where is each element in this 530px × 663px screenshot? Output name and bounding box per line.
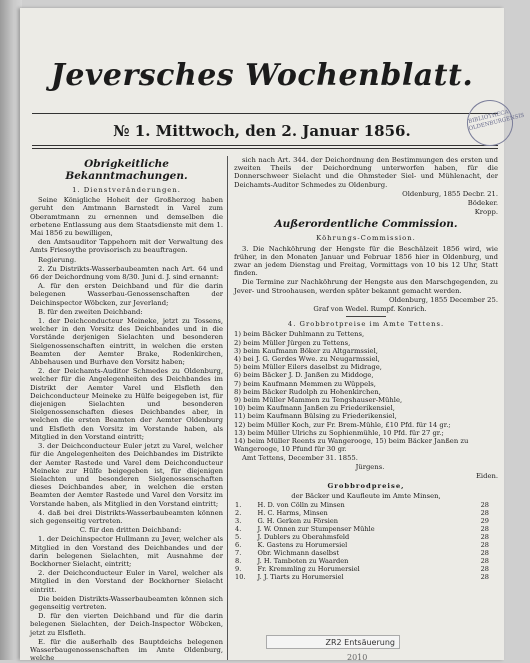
section-heading: 4. Grobbrotpreise im Amte Tettens. — [287, 320, 445, 329]
masthead-title: Jeversches Wochenblatt. — [50, 58, 474, 93]
masthead-rule-bottom-2 — [32, 148, 498, 149]
table-cell-name: Obr. Wichmann daselbst — [257, 548, 340, 557]
newspaper-page — [20, 8, 526, 663]
signature: Bödeker. — [467, 199, 498, 208]
table-row — [234, 533, 490, 541]
paragraph: Die Termine zur Nachköhrung der Hengste aus den Marschgegenden, zu Jever- und Stroohausen, werden später bekannt gemacht werden. — [234, 278, 498, 295]
dateline: Oldenburg, 1855 Decbr. 21. — [402, 189, 498, 198]
table-cell-n: 1. — [235, 500, 242, 509]
library-stamp: BIBLIOTHECA OLDENBURGENSIS — [462, 95, 518, 151]
signature: Jürgens. — [355, 462, 385, 471]
table-cell-name: H. C. Harms, Minsen — [257, 508, 328, 517]
paragraph: 2. der Deichamts-Auditor Schmedes zu Oldenburg, welcher für die Angelegenheiten des Deichbandes im Distrikt der Aemter Varel und Elsfleth den Deichconducteur Meineke zu Hülfe beigegeben ist, für diejenigen Sielachten und besonderen Sielgenossenschaften dieses Deichbandes aber, in welchen die ersten Beamten der Aemter Oldenburg und Elsfleth den Vorsitz im Vorstande haben, als Mitglied in den Vorstand eintritt; — [30, 367, 223, 441]
list-item: 11) beim Kaufmann Bülsing zu Friederikensiel, — [234, 412, 397, 421]
list-item: 6) beim Bäcker J. D. Janßen zu Middoge, — [234, 371, 374, 380]
paragraph: Die beiden Distrikts-Wasserbaubeamten können sich gegenseitig vertreten. — [30, 594, 223, 611]
table-row — [234, 525, 490, 533]
table-cell-n: 7. — [235, 548, 242, 557]
list-item: 9) beim Müller Mammen zu Tengshauser-Mühle, — [234, 396, 403, 405]
table-cell-price: 28 — [480, 564, 489, 573]
list-item: 2) beim Müller Jürgen zu Tettens, — [234, 338, 351, 347]
table-cell-name: H. D. von Cölln zu Minsen — [257, 500, 345, 509]
table-cell-n: 9. — [235, 564, 242, 573]
conservation-label: ZR2 Entsäuerung — [266, 635, 400, 649]
paragraph: 3. Die Nachköhrung der Hengste für die Beschälzeit 1856 wird, wie früher, in den Monaten Januar und Februar 1856 hier in Oldenburg, und zwar an jedem Dienstag und Freitag, Vormittags von 10 bis 12 Uhr, Statt finden. — [234, 244, 498, 278]
paragraph: 2. der Deichconducteur Euler in Varel, welcher als Mitglied in den Vorstand der Bockhorner Sielacht eintritt. — [30, 569, 223, 594]
table-row — [234, 573, 490, 581]
column-divider — [227, 156, 228, 660]
page-number: 2010 — [347, 653, 368, 662]
table-cell-price: 28 — [480, 548, 489, 557]
paragraph: 1. der Deichinspector Hullmann zu Jever, welcher als Mitglied in den Vorstand des Deichbandes und der darin belegenen Sielachten, mit Ausnahme der Bockhorner Sielacht, eintritt; — [30, 535, 223, 568]
column-label: Eiden. — [475, 471, 498, 480]
right-column — [234, 156, 498, 581]
signature: Regierung. — [38, 255, 77, 264]
table-cell-price: 28 — [480, 524, 489, 533]
list-item: 12) beim Müller Koch, zur Fr. Brem-Mühle, £10 Pfd. für 14 gr.; — [234, 420, 451, 429]
dateline: Amt Tettens, December 31. 1855. — [242, 453, 358, 462]
list-item: 14) beim Müller Reents zu Wangerooge, 15) beim Bäcker Janßen zu Wangerooge, 10 Pfund für 30 gr. — [234, 437, 469, 454]
table-row — [234, 549, 490, 557]
table-cell-name: Fr. Kremmling zu Horumersiel — [257, 564, 360, 573]
list-item: 13) beim Müller Ulrichs zu Sophienmühle, 10 Pfd. für 27 gr.; — [234, 428, 444, 437]
list-item: 1) beim Bäcker Duhlmann zu Tettens, — [234, 330, 365, 339]
section-heading: Grobbrodpreise, — [327, 482, 405, 491]
table-cell-name: J. W. Onnen zur Stumpenser Mühle — [257, 524, 375, 533]
section-subheading: Köhrungs-Commission. — [316, 234, 416, 243]
table-cell-price: 28 — [480, 532, 489, 541]
paragraph: C. für den dritten Deichband: — [79, 526, 182, 535]
paragraph: Seine Königliche Hoheit der Großherzog haben geruht den Amtmann Barnstedt in Varel zum Oberamtmann zu ernennen und demselben die erbetene Entlassung aus dem Staatsdienste mit dem 1. Mai 1856 zu bewilligen, — [30, 196, 223, 238]
bakers-list-tettens — [234, 330, 498, 453]
list-item: 7) beim Kaufmann Memmen zu Wüppels, — [234, 379, 376, 388]
table-cell-n: 2. — [235, 508, 242, 517]
table-cell-price: 28 — [480, 556, 489, 565]
table-row — [234, 517, 490, 525]
paragraph: A. für den ersten Deichband und für die darin belegenen Wasserbau-Genossenschaften der Deichinspector Wöbcken, zur Jeverland; — [30, 282, 223, 307]
masthead-rule-bottom — [32, 145, 498, 146]
list-item: 5) beim Müller Eilers daselbst zu Midrage, — [234, 363, 382, 372]
table-row — [234, 509, 490, 517]
divider — [346, 316, 386, 317]
list-item: 8) beim Bäcker Rudolph zu Hohenkirchen, — [234, 387, 381, 396]
price-table-minsen — [234, 501, 490, 581]
issue-line: № 1. Mittwoch, den 2. Januar 1856. — [113, 122, 411, 140]
left-column — [30, 156, 223, 663]
table-cell-price: 28 — [480, 572, 489, 581]
section-heading: 1. Dienstveränderungen. — [72, 186, 181, 194]
table-row — [234, 501, 490, 509]
paragraph: den Amtsauditor Tappehorn mit der Verwaltung des Amts Friesoythe provisorisch zu beauftragen. — [30, 238, 223, 255]
table-cell-price: 28 — [480, 500, 489, 509]
book-spine — [0, 0, 22, 660]
table-row — [234, 541, 490, 549]
paragraph: 3. der Deichconducteur Euler jetzt zu Varel, welcher für die Angelegenheiten des Deichbandes im Distrikte der Aemter Rastede und Varel dem Deichconducteur Meineke zur Hülfe beigegeben ist, für diejenigen Sielachten und besonderen Sielgenossenschaften dieses Deichbandes aber, in welchen die ersten Beamten der Aemter Rastede und Varel den Vorsitz im Vorstande haben, als Mitglied in den Vorstand eintritt; — [30, 442, 223, 508]
right-column-title: Außerordentliche Commission. — [274, 218, 458, 231]
section-subheading: der Bäcker und Kaufleute im Amte Minsen, — [291, 492, 441, 501]
list-item: 10) beim Kaufmann Janßen zu Friederikensiel, — [234, 404, 395, 413]
table-row — [234, 557, 490, 565]
table-cell-name: J. H. Tamboten zu Waarden — [257, 556, 349, 565]
paragraph: B. für den zweiten Deichband: — [38, 307, 143, 316]
table-cell-name: G. H. Gerken zu Försien — [257, 516, 339, 525]
signature: Kropp. — [474, 208, 498, 217]
table-cell-n: 8. — [235, 556, 242, 565]
table-cell-n: 3. — [235, 516, 242, 525]
paragraph: E. für die außerhalb des Bauptdeichs belegenen Wasserbaugenossenschaften im Amte Oldenburg, welche — [30, 637, 223, 663]
paragraph: D. für den vierten Deichband und für die darin belegenen Sielachten, der Deich-Inspector Wöbcken, jetzt zu Elsfleth. — [30, 612, 223, 637]
list-item: 3) beim Kaufmann Böker zu Altgarmssiel, — [234, 346, 378, 355]
dateline: Oldenburg, 1855 December 25. — [389, 295, 498, 304]
masthead-rule-top — [32, 113, 498, 114]
table-cell-n: 10. — [235, 572, 246, 581]
signature: Graf von Wedel. Rumpf. Konrich. — [313, 305, 427, 314]
table-cell-name: K. Gastens zu Horumersiel — [257, 540, 348, 549]
table-cell-price: 28 — [480, 540, 489, 549]
paragraph: 1. der Deichconducteur Meineke, jetzt zu Tossens, welcher in den Vorsitz des Deichbandes und in die Vorstände derjenigen Sielachten und besonderen Sielgenossenschaften eintritt, in welchen die ersten Beamten der Aemter Brake, Rodenkirchen, Abbehausen und Burhave den Vorsitz haben; — [30, 317, 223, 367]
list-item: 4) bei J. G. Gerdes Wwe. zu Neugarmssiel, — [234, 355, 380, 364]
left-column-title: Obrigkeitliche Bekanntmachungen. — [65, 158, 188, 182]
table-cell-price: 29 — [480, 516, 489, 525]
table-cell-n: 4. — [235, 524, 242, 533]
table-cell-n: 5. — [235, 532, 242, 541]
table-cell-price: 28 — [480, 508, 489, 517]
paragraph: sich nach Art. 344. der Deichordnung den Bestimmungen des ersten und zweiten Theils der Deichordnung unterworfen haben, für die Donnerschweer Sielacht und die Ohmsteder Siel- und Mühlenacht, der Deichamts-Auditor Schmedes zu Oldenburg. — [234, 156, 498, 189]
table-cell-n: 6. — [235, 540, 242, 549]
paragraph: 4. daß bei drei Distrikts-Wasserbaubeamten können sich gegenseitig vertreten. — [30, 508, 223, 525]
table-cell-name: J. J. Tiarts zu Horumersiel — [257, 572, 344, 581]
paragraph: 2. Zu Distrikts-Wasserbaubeamten nach Art. 64 und 66 der Deichordnung vom 8/30. Juni d. J. sind ernannt: — [30, 264, 223, 282]
table-row — [234, 565, 490, 573]
table-cell-name: J. Dublers zu Oberahmsfeld — [257, 532, 350, 541]
